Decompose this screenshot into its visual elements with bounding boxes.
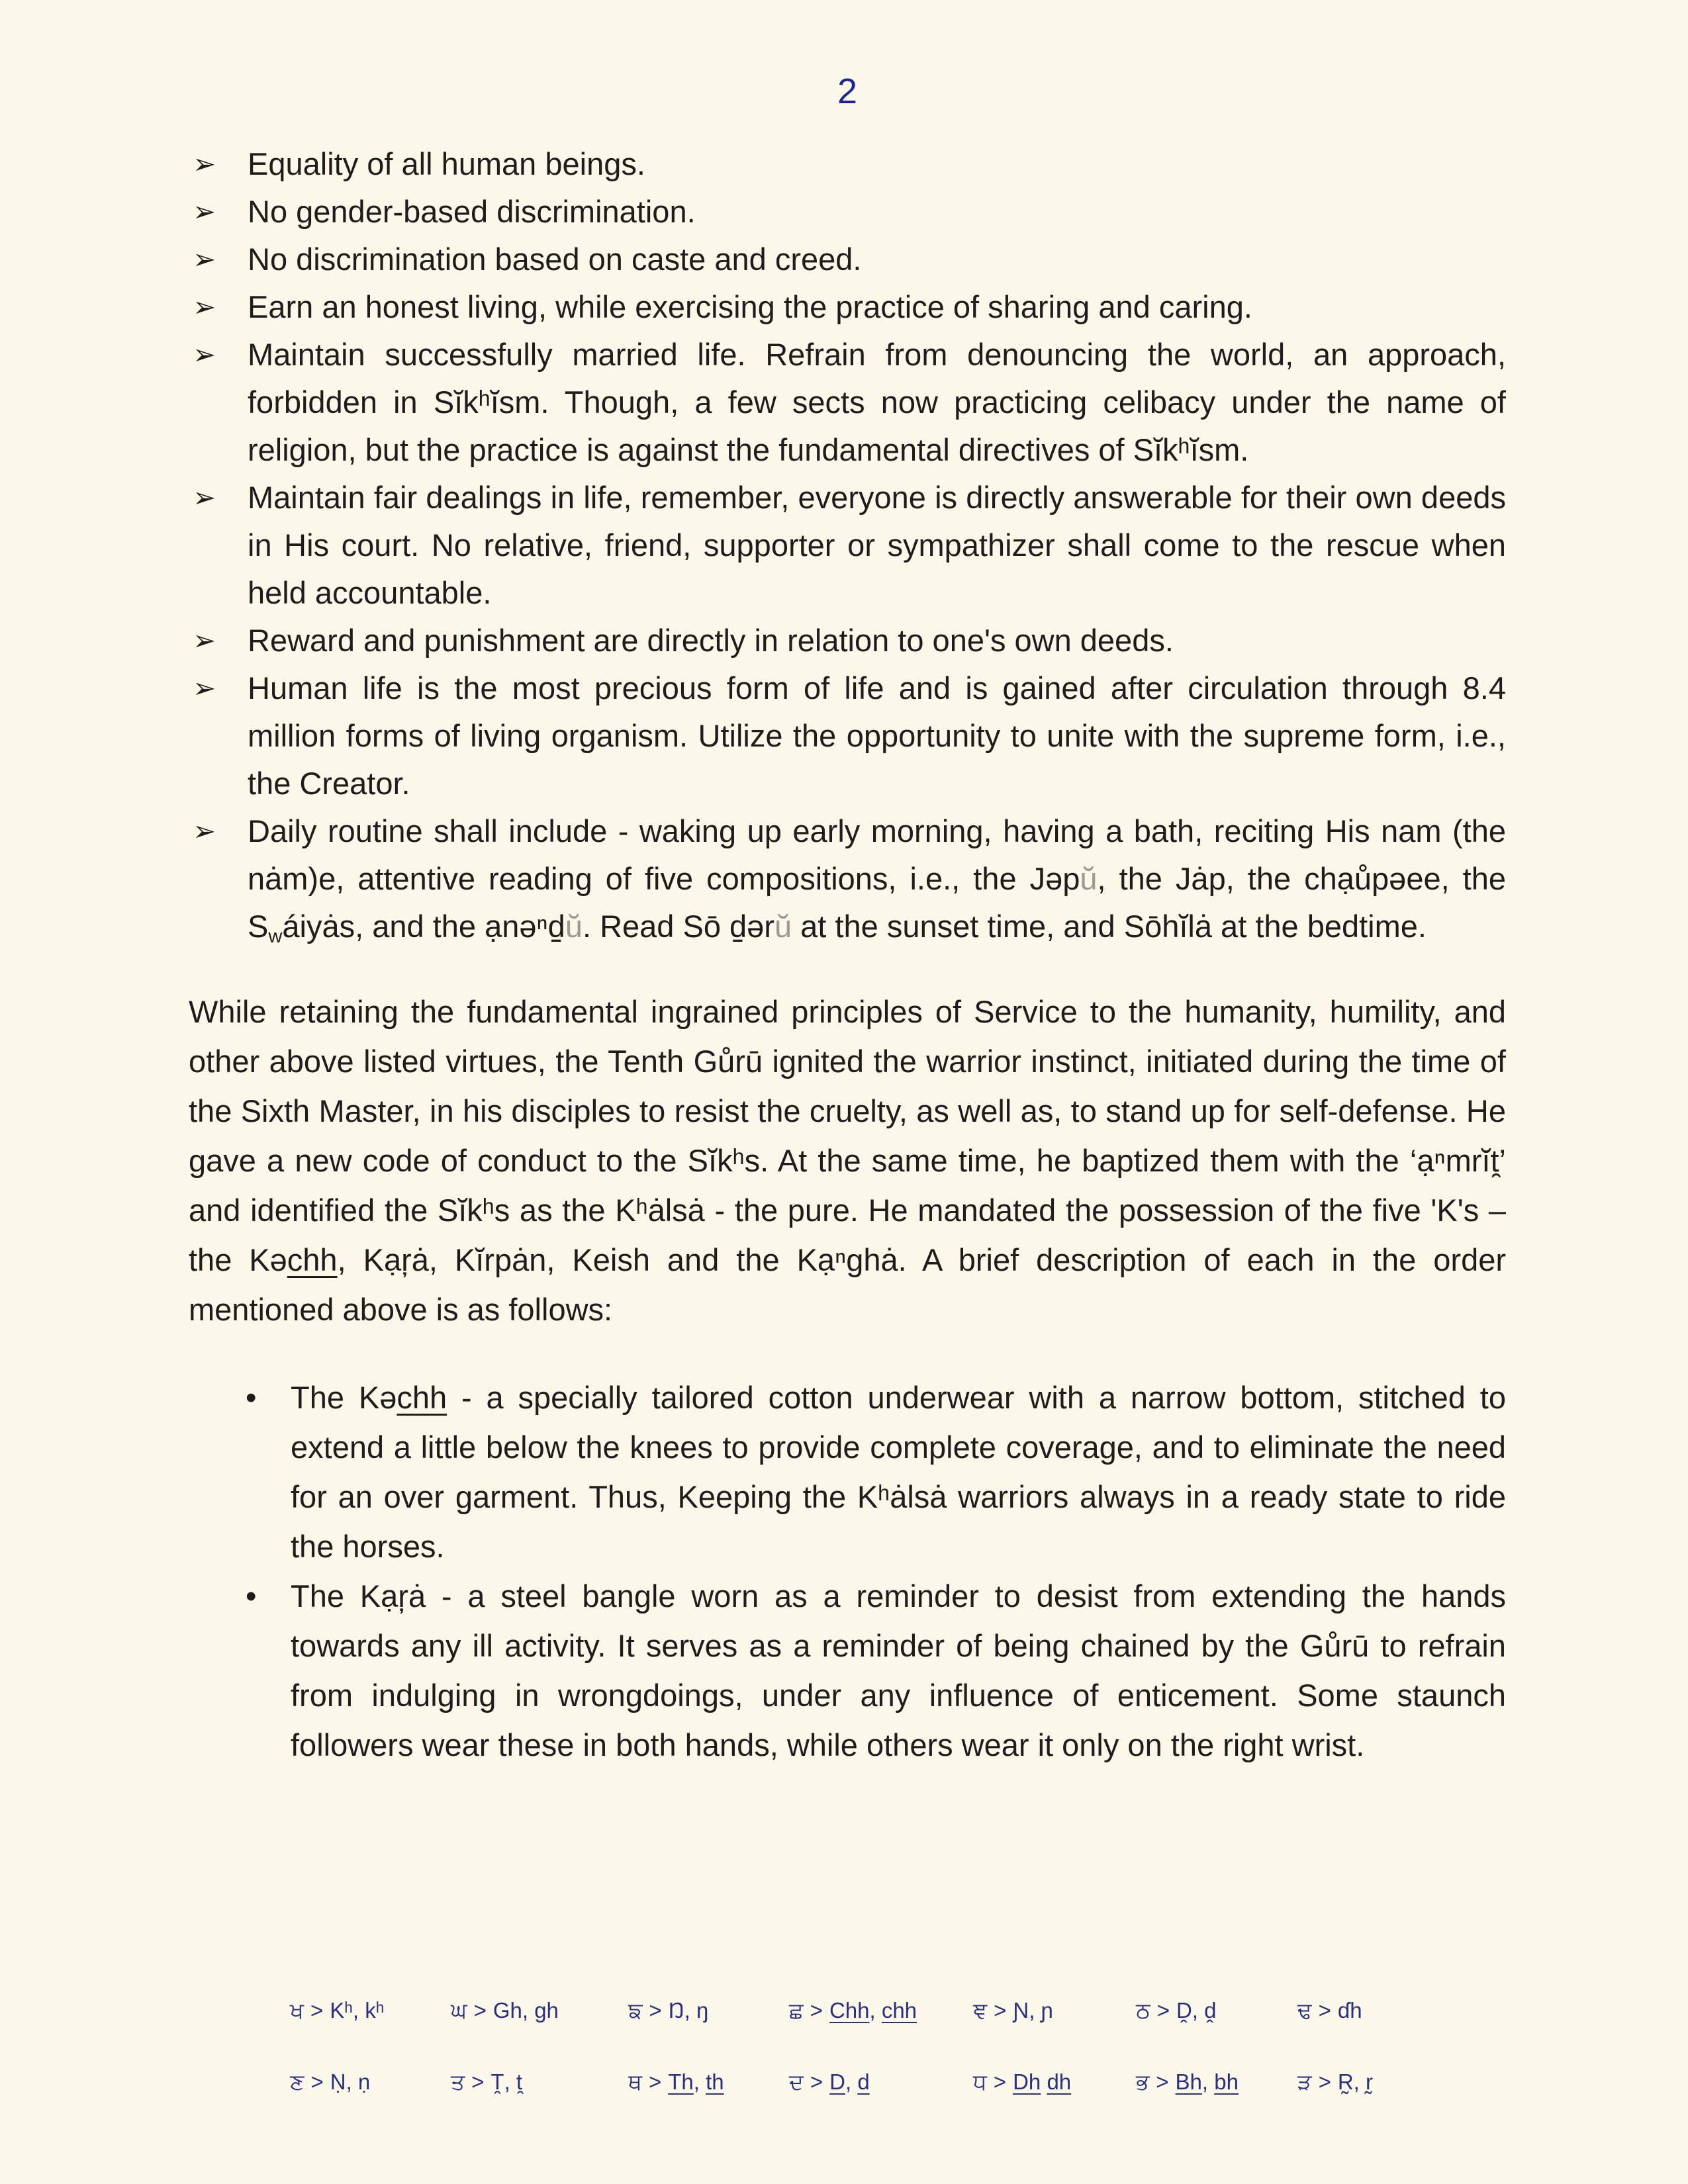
arrow-item-text: Equality of all human beings. [248,146,645,181]
dot-item-text: The Kəchh - a specially tailored cotton underwear with a narrow bottom, stitched to extend a little below the knees to provide complete coverage, and to eliminate the need for an over garment. Thus, Keeping the Kʰȧlsȧ warriors always in a ready state to ride the horses. [291,1380,1506,1564]
gurmukhi-letter: ੜ [1297,2070,1312,2094]
latin-equivalent: Ŋ, ŋ [668,1998,709,2023]
translit-entry [1136,2065,1297,2099]
arrow-list-item [189,807,1506,950]
arrow-list-item [189,331,1506,474]
gurmukhi-letter: ਠ [1136,1998,1150,2023]
latin-equivalent: Chh, chh [829,1998,917,2023]
separator: > [1156,1998,1170,2023]
latin-equivalent: T̯, t̯ [491,2070,523,2094]
page-number: 2 [837,71,858,111]
translit-entry [451,2065,628,2099]
translit-entry [973,2065,1136,2099]
arrow-list-item [189,474,1506,617]
translit-entry [628,2065,789,2099]
latin-equivalent: Ɲ, ɲ [1013,1998,1053,2023]
latin-equivalent: Gh, gh [492,1998,559,2023]
translit-entry [290,2065,451,2099]
arrow-item-text: Maintain successfully married life. Refrain from denouncing the world, an approach, forbidden in Sĭkʰĭsm. Though, a few sects now practicing celibacy under the name of religion, but the practice is against the fundamental directives of Sĭkʰĭsm. [248,337,1506,467]
gurmukhi-letter: ਖ [290,1998,304,2023]
latin-equivalent: Kʰ, kʰ [330,1998,385,2023]
latin-equivalent: R̰, r̰ [1337,2070,1374,2094]
gurmukhi-letter: ਛ [789,1998,804,2023]
separator: > [649,1998,662,2023]
translit-entry [789,1993,973,2028]
separator: > [648,2070,662,2094]
translit-entry [1136,1993,1297,2028]
arrow-item-text: No gender-based discrimination. [248,194,696,229]
latin-equivalent: Ḓ, ḓ [1176,1998,1217,2023]
gurmukhi-letter: ਘ [451,1998,467,2023]
arrow-list-item [189,236,1506,283]
arrow-bullet-icon: ➢ [193,672,216,704]
latin-equivalent: D, d [829,2070,870,2094]
arrow-bullet-icon: ➢ [193,339,216,370]
latin-equivalent: Dh dh [1013,2070,1072,2094]
body-paragraph: While retaining the fundamental ingrained principles of Service to the humanity, humility, and other above listed virtues, the Tenth Gůrū ignited the warrior instinct, initiated during the time of the Sixth Master, in his disciples to resist the cruelty, as well as, to stand up for self-defense. He gave a new code of conduct to the Sĭkʰs. At the same time, he baptized them with the ‘ạⁿmrĭt̯’ and identified the Sĭkʰs as the Kʰȧlsȧ - the pure. He mandated the possession of the five 'K's – the Kəchh, Kạŗȧ, Kĭrpȧn, Keish and the Kạⁿghȧ. A brief description of each in the order mentioned above is as follows: [189,994,1506,1327]
dot-list-item [189,1571,1506,1770]
dot-bullet-icon: • [246,1380,257,1415]
translit-entry [973,1993,1136,2028]
translit-entry [451,1993,628,2028]
translit-entry [628,1993,789,2028]
gurmukhi-letter: ਥ [628,2070,642,2094]
arrow-bullet-icon: ➢ [193,815,216,846]
arrow-bullet-icon: ➢ [193,291,216,322]
gurmukhi-letter: ਦ [789,2070,804,2094]
arrow-list-item [189,140,1506,188]
separator: > [1318,2070,1331,2094]
separator: > [471,2070,485,2094]
separator: > [810,2070,823,2094]
translit-entry [789,2065,973,2099]
separator: > [1156,2070,1169,2094]
arrow-item-text: No discrimination based on caste and creed. [248,242,862,277]
separator: > [993,2070,1007,2094]
gurmukhi-letter: ਭ [1136,2070,1150,2094]
gurmukhi-letter: ਤ [451,2070,465,2094]
transliteration-row [290,2065,1488,2099]
dot-list-item [189,1373,1506,1571]
separator: > [1318,1998,1331,2023]
latin-equivalent: Th, th [668,2070,724,2094]
gurmukhi-letter: ਧ [973,2070,987,2094]
gurmukhi-letter: ਙ [628,1998,643,2023]
separator: > [810,1998,823,2023]
arrow-bullet-icon: ➢ [193,196,216,227]
gurmukhi-letter: ਣ [290,2070,305,2094]
arrow-bullet-icon: ➢ [193,482,216,513]
arrow-bullet-icon: ➢ [193,148,216,179]
arrow-item-text: Daily routine shall include - waking up early morning, having a bath, reciting His nam (the nȧm)e, attentive reading of five compositions, i.e., the Jəpŭ, the Jȧp, the chạůpəee, the $S_wáiyȧs$, and the ạnəⁿd̠ŭ. Read Sō d̠ərŭ at the sunset time, and Sōhĭlȧ at the bedtime. [248,813,1506,948]
arrow-list-item [189,188,1506,236]
translit-entry [1297,2065,1488,2099]
arrow-list-item [189,617,1506,664]
latin-equivalent: Ṇ, ṇ [330,2070,371,2094]
transliteration-row [290,1993,1488,2028]
arrow-list-item [189,664,1506,807]
dot-item-text: The Kạŗȧ - a steel bangle worn as a reminder to desist from extending the hands towards any ill activity. It serves as a reminder of being chained by the Gůrū to refrain from indulging in wrongdoings, under any influence of enticement. Some staunch followers wear these in both hands, while others wear it only on the right wrist. [291,1578,1506,1762]
arrow-bullet-icon: ➢ [193,244,216,275]
dot-list [189,1373,1506,1770]
separator: > [994,1998,1007,2023]
translit-entry [1297,1993,1488,2028]
dot-bullet-icon: • [246,1578,257,1614]
arrow-item-text: Earn an honest living, while exercising the practice of sharing and caring. [248,289,1252,324]
gurmukhi-letter: ਢ [1297,1998,1312,2023]
separator: > [310,2070,324,2094]
latin-equivalent: ɗh [1337,1998,1362,2023]
transliteration-key [290,1993,1488,2136]
page-content [189,140,1506,1770]
arrow-bullet-icon: ➢ [193,625,216,656]
arrow-item-text: Maintain fair dealings in life, remember, everyone is directly answerable for their own deeds in His court. No relative, friend, supporter or sympathizer shall come to the rescue when held accountable. [248,480,1506,610]
translit-entry [290,1993,451,2028]
gurmukhi-letter: ਞ [973,1998,988,2023]
separator: > [473,1998,487,2023]
arrow-item-text: Human life is the most precious form of life and is gained after circulation through 8.4 million forms of living organism. Utilize the opportunity to unite with the supreme form, i.e., the Creator. [248,670,1506,801]
separator: > [310,1998,324,2023]
latin-equivalent: Bh, bh [1175,2070,1239,2094]
arrow-list-item [189,283,1506,331]
arrow-item-text: Reward and punishment are directly in relation to one's own deeds. [248,623,1174,658]
